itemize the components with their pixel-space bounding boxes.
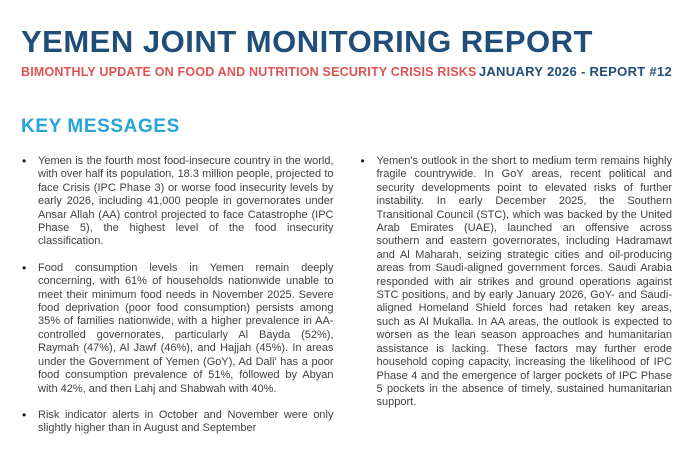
bullet-item: • Yemen's outlook in the short to medium term remains highly fragile countrywide. In GoY areas, recent political and security developments point to elevated risks of further instability. In early December 2025, the Southern Transitional Council (STC), which was backed by the United Arab Emirates (UAE), launched an offensive across southern and eastern governorates, including Hadramawt and Al Maharah, seizing strategic cities and oil-producing areas from Saudi-aligned government forces. Saudi Arabia responded with air strikes and ground operations against STC positions, and by early January 2026, GoY- and Saudi-aligned Homeland Shield forces had retaken key areas, such as Al Mukalla. In AA areas, the outlook is expected to worsen as the lean season approaches and humanitarian assistance is lacking. These factors may further erode household coping capacity, increasing the likelihood of IPC Phase 4 and the emergence of larger pockets of IPC Phase 5 pockets in the absence of timely, sustained humanitarian support.	[360, 155, 673, 410]
key-messages-section	[21, 116, 672, 449]
key-messages-left-column	[21, 155, 334, 449]
bullet-item: • Food consumption levels in Yemen remain deeply concerning, with 61% of households nationwide unable to meet their minimum food needs in November 2025. Severe food deprivation (poor food consumption) persists among 35% of families nationwide, with a higher prevalence in AA-controlled governorates, particularly Al Bayda (52%), Raymah (47%), Al Jawf (46%), and Hajjah (45%). In areas under the Government of Yemen (GoY), Ad Dali' has a poor food consumption prevalence of 51%, followed by Abyan with 42%, and then Lahj and Shabwah with 40%.	[21, 262, 334, 396]
key-messages-right-column	[360, 155, 673, 449]
bullet-item: • Risk indicator alerts in October and November were only slightly higher than in August and September	[21, 409, 334, 436]
report-subheader-row	[21, 64, 672, 79]
report-title: YEMEN JOINT MONITORING REPORT	[21, 24, 593, 59]
key-messages-heading: KEY MESSAGES	[21, 116, 180, 137]
bullet-item: • Yemen is the fourth most food-insecure country in the world, with over half its population, 18.3 million people, projected to face Crisis (IPC Phase 3) or worse food insecurity levels by early 2026, including 41,000 people in governorates under Ansar Allah (AA) control projected to face Catastrophe (IPC Phase 5), the highest level of the food insecurity classification.	[21, 155, 334, 249]
report-subtitle: BIMONTHLY UPDATE ON FOOD AND NUTRITION SECURITY CRISIS RISKS	[21, 65, 477, 79]
report-edition-label: JANUARY 2026 - REPORT #12	[478, 64, 672, 79]
report-header	[21, 26, 672, 79]
key-messages-columns	[21, 155, 672, 449]
